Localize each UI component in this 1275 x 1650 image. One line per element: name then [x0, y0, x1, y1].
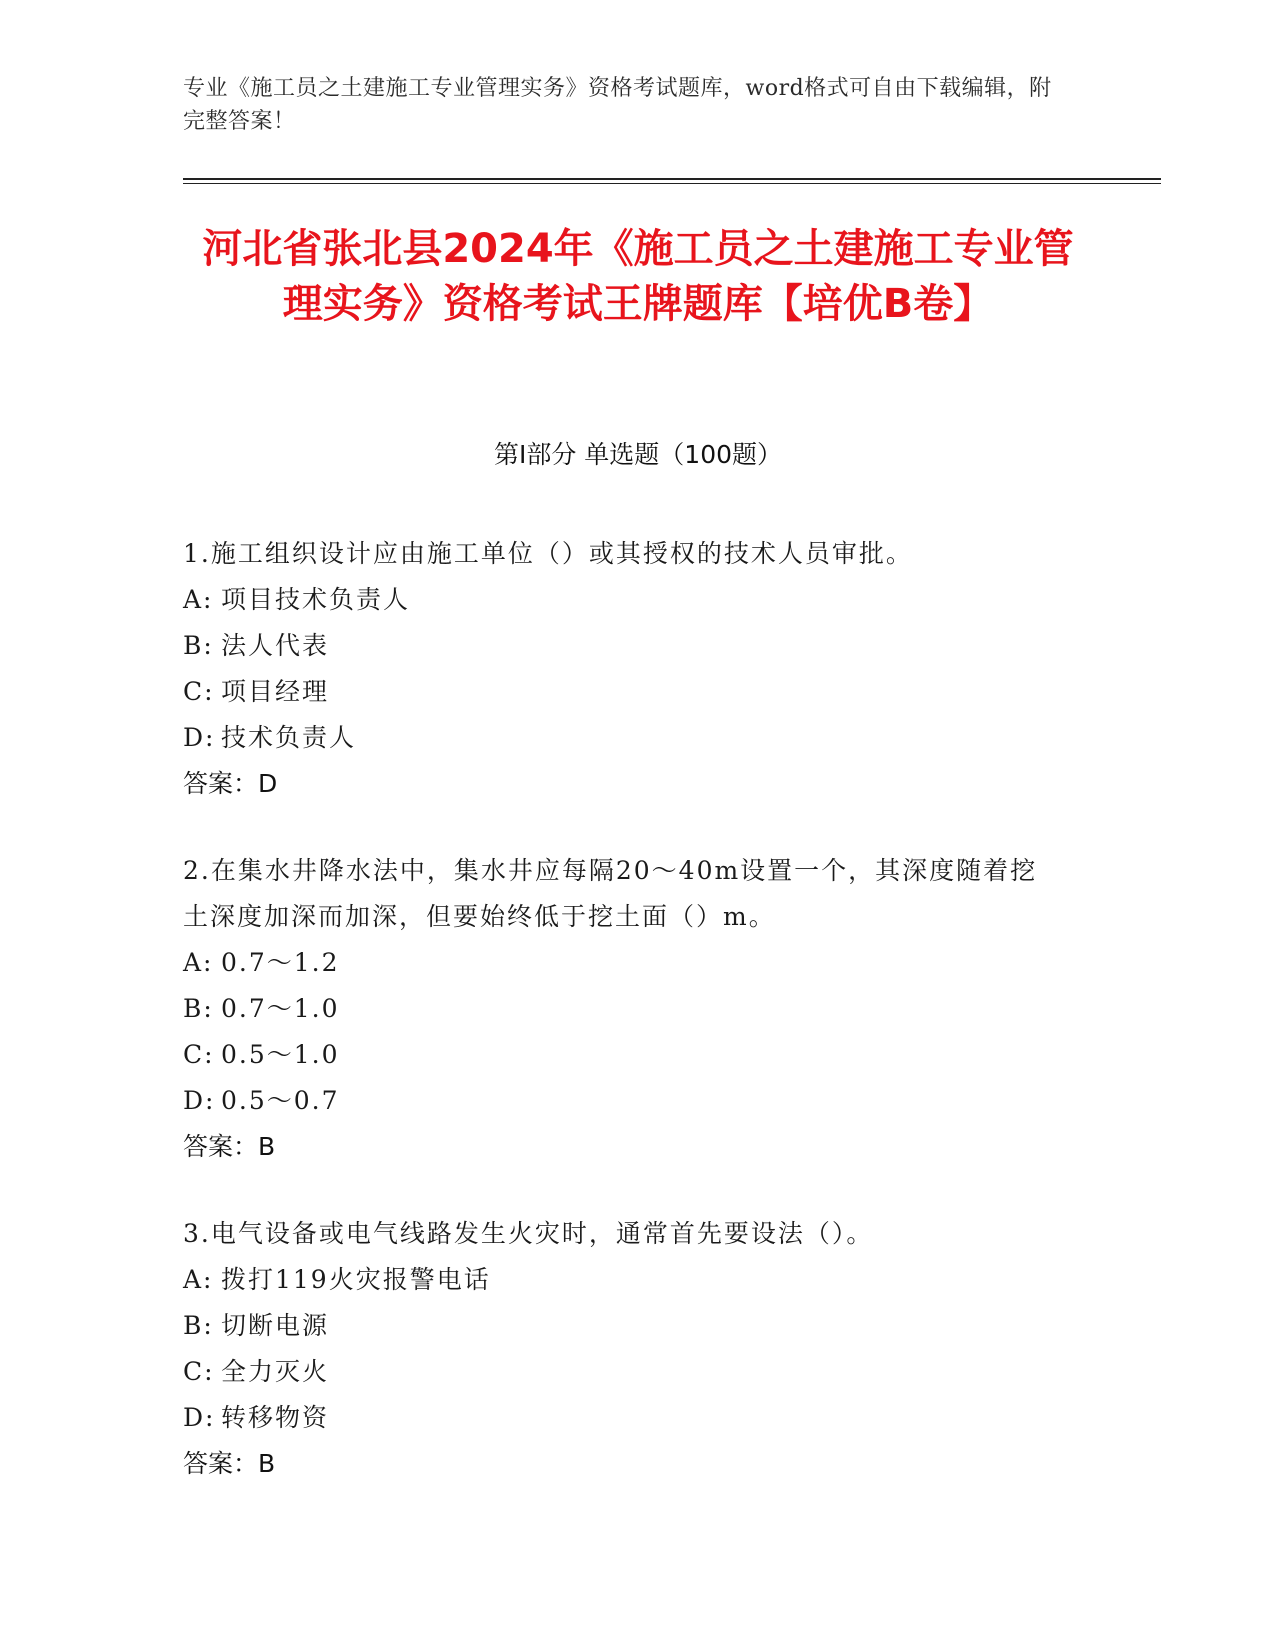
option-d: [183, 715, 1063, 761]
option-letter: D:: [183, 1403, 216, 1432]
option-b: [183, 623, 1063, 669]
header-rule-thin: [183, 183, 1161, 184]
option-letter: A:: [183, 585, 214, 614]
option-text: 0.7～1.2: [221, 948, 340, 977]
option-letter: D:: [183, 1086, 216, 1115]
option-a: [183, 940, 1063, 986]
option-letter: D:: [183, 723, 216, 752]
option-text: 0.5～0.7: [221, 1086, 340, 1115]
option-a: [183, 577, 1063, 623]
option-c: [183, 669, 1063, 715]
answer: 答案：D: [183, 769, 278, 798]
answer: 答案：B: [183, 1132, 276, 1161]
option-d: [183, 1395, 1063, 1441]
header-note: 专业《施工员之土建施工专业管理实务》资格考试题库，word格式可自由下载编辑，附完整答案！: [183, 76, 1052, 134]
option-a: [183, 1257, 1063, 1303]
option-text: 转移物资: [221, 1403, 330, 1432]
option-text: 技术负责人: [221, 723, 357, 752]
option-b: [183, 1303, 1063, 1349]
option-letter: B:: [183, 631, 214, 660]
option-text: 拨打119火灾报警电话: [221, 1265, 491, 1294]
question-1: [183, 531, 1063, 807]
question-2: [183, 848, 1063, 1170]
option-letter: C:: [183, 1040, 215, 1069]
option-text: 0.5～1.0: [221, 1040, 340, 1069]
option-letter: A:: [183, 948, 214, 977]
question-stem: 2.在集水井降水法中，集水井应每隔20～40m设置一个，其深度随着挖土深度加深而加深，但要始终低于挖土面（）m。: [183, 856, 1038, 931]
header-rule-thick: [183, 178, 1161, 180]
option-letter: C:: [183, 677, 215, 706]
option-text: 项目经理: [221, 677, 330, 706]
option-letter: A:: [183, 1265, 214, 1294]
option-b: [183, 986, 1063, 1032]
option-text: 全力灭火: [221, 1357, 330, 1386]
section-title: 第I部分 单选题（100题）: [493, 440, 783, 469]
option-text: 法人代表: [221, 631, 330, 660]
option-text: 项目技术负责人: [221, 585, 411, 614]
option-c: [183, 1349, 1063, 1395]
answer: 答案：B: [183, 1449, 276, 1478]
question-stem: 1.施工组织设计应由施工单位（）或其授权的技术人员审批。: [183, 539, 913, 568]
question-list: [183, 531, 1063, 1528]
option-letter: B:: [183, 1311, 214, 1340]
option-text: 0.7～1.0: [221, 994, 340, 1023]
option-text: 切断电源: [221, 1311, 330, 1340]
option-letter: B:: [183, 994, 214, 1023]
question-stem: 3.电气设备或电气线路发生火灾时，通常首先要设法（）。: [183, 1219, 874, 1248]
option-c: [183, 1032, 1063, 1078]
option-d: [183, 1078, 1063, 1124]
document-title: 河北省张北县2024年《施工员之土建施工专业管理实务》资格考试王牌题库【培优B卷】: [202, 226, 1074, 327]
question-3: [183, 1211, 1063, 1487]
option-letter: C:: [183, 1357, 215, 1386]
